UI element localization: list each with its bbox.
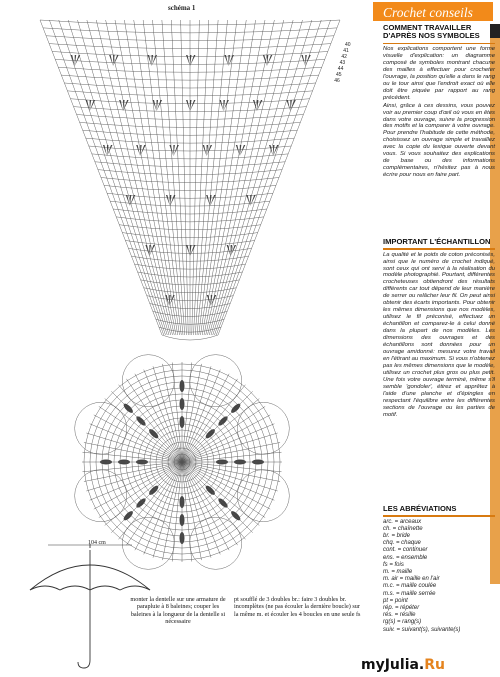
- umbrella-measurement: 104 cm: [88, 540, 106, 546]
- sidebar-title: Crochet conseils: [383, 5, 473, 20]
- abbreviation-item: chq. = chaque: [383, 540, 421, 547]
- divider: [383, 515, 495, 516]
- row-number-label: 46: [334, 78, 340, 84]
- sidebar-header: [373, 2, 493, 21]
- divider: [383, 248, 495, 249]
- row-number-label: 42: [341, 54, 347, 60]
- watermark-text: myJulia.: [361, 657, 425, 673]
- section-heading: COMMENT TRAVAILLER D'APRÈS NOS SYMBOLES: [383, 23, 480, 41]
- row-number-label: 44: [337, 66, 344, 72]
- abbreviation-item: m. = maille: [383, 569, 413, 576]
- abbreviation-item: ch. = chaînette: [383, 525, 423, 532]
- abbreviation-item: m.s. = maille serrée: [383, 590, 436, 597]
- section-sample: [383, 238, 495, 418]
- section-heading: LES ABRÉVIATIONS: [383, 504, 457, 513]
- paragraph: Ainsi, grâce à ces dessins, vous pouvez voir au premier coup d'œil où vous en êtes dans votre ouvrage, suivre la progression des motifs et la comparer à votre ouvrage. Pour prendre l'habitude de cette méthode, choisissez un ouvrage simple et travaillez avec la copie du lexique ouverte devant vous. Si vous souhaitez des explications de base ou des informations complémentaires, n'hésitez pas à nous écrire pour nous en faire part.: [383, 102, 495, 179]
- abbreviation-item: br. = bride: [383, 533, 410, 539]
- abbreviation-item: suiv. = suivant(s), suivante(s): [383, 626, 461, 633]
- watermark-accent: Ru: [424, 657, 446, 673]
- fan-grid: [40, 20, 340, 340]
- abbreviation-item: rép. = répéter: [383, 605, 420, 612]
- row-number-label: 41: [343, 48, 349, 54]
- divider: [383, 43, 495, 44]
- sidebar: [373, 0, 493, 677]
- schema-title: schéma 1: [168, 4, 196, 12]
- abbreviation-item: pt = point: [383, 597, 408, 604]
- abbreviation-item: m. air = maille en l'air: [383, 576, 440, 583]
- abbreviation-item: rg(s) = rang(s): [383, 619, 422, 626]
- caption-right: pt soufflé de 3 doubles br.: faire 3 doubles br. incomplètes (ne pas écouler la dernière boucle) sur la même m. et écouler les 4 boucles en une seule fs: [234, 596, 361, 618]
- section-heading: IMPORTANT L'ÉCHANTILLON: [383, 237, 491, 246]
- paragraph: La qualité et le poids de coton préconisés, ainsi que le numéro de crochet indiqué, sont ceux qui ont servi à la réalisation du modèle photographié. Pourtant, différentes crocheteuses obtiendront des résultats différents car tout dépend de leur manière de serrer ou relâcher leur fil. On peut ainsi obtenir des écarts importants. Pour obtenir les mêmes dimensions que nos modèles, utilisez le fil préconisé, effectuez un échantillon et comparez-le à celui donné dans la plupart de nos modèles. Les dimensions des ouvrages et des échantillons sont données pour un ouvrage amidonné: mesurez votre travail en l'étirant au maximum. Si vous n'obtenez pas les mêmes dimensions que le modèle, utilisez un crochet plus gros ou plus petit. Une fois votre ouvrage terminé, même s'il semble 'gondoler', étirez et apprêtez à l'aide d'une planche et d'épingles en respectant l'équilibre entre les différentes sections de l'ouvrage ou les parties de motif.: [383, 251, 495, 418]
- abbreviation-item: cont. = continuer: [383, 547, 428, 554]
- abbreviation-item: ens. = ensemble: [383, 554, 428, 561]
- section-abbreviations: [383, 505, 495, 634]
- watermark: [361, 657, 445, 673]
- abbreviation-list: [383, 519, 495, 634]
- medallion: [75, 355, 290, 570]
- row-labels: [334, 42, 351, 84]
- paragraph: Nos explications comportent une forme visuelle d'explication: un diagramme composé de symboles montrant chacune des mailles à effectuer pour crocheter l'ouvrage, la position qu'elle a dans le rang ou le tour ainsi que l'endroit exact où elle doit être piquée par rapport au rang précédent.: [383, 46, 495, 101]
- row-number-label: 40: [345, 42, 351, 48]
- caption-left: monter la dentelle sur une armature de parapluie à 8 baleines; couper les baleines à la longueur de la dentelle si nécessaire: [130, 596, 226, 626]
- abbreviation-item: rés. = résille: [383, 612, 416, 619]
- row-number-label: 43: [339, 60, 346, 66]
- row-number-label: 45: [336, 72, 342, 78]
- section-symbols: [383, 24, 495, 179]
- abbreviation-item: fs = fois: [383, 561, 404, 568]
- abbreviation-item: arc. = arceaux: [383, 518, 422, 525]
- abbreviation-item: m.c. = maille coulée: [383, 583, 437, 590]
